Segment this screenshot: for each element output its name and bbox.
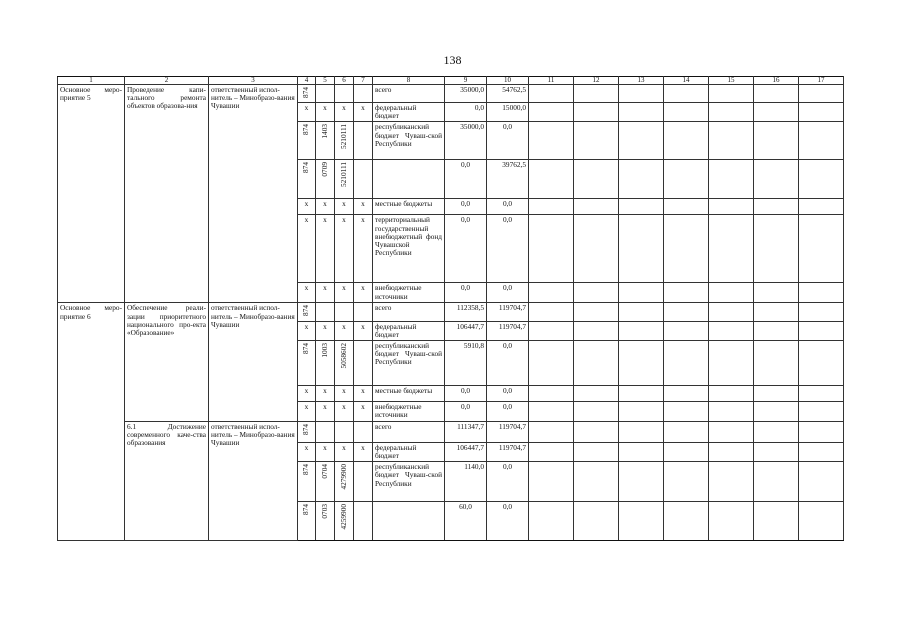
funding-source: федеральный бюджет [373, 321, 445, 340]
funding-source: внебюджетные источники [373, 283, 445, 303]
empty-cell [799, 215, 844, 283]
vr-code: x [354, 103, 373, 122]
csr-code: x [335, 103, 354, 122]
value-cell: 0,0 [445, 199, 487, 215]
grbs-code: x [298, 321, 316, 340]
grbs-code: x [298, 215, 316, 283]
empty-cell [619, 215, 664, 283]
empty-cell [799, 462, 844, 502]
empty-cell [754, 303, 799, 321]
rzpr-code: 0709 [316, 160, 335, 199]
csr-code: x [335, 283, 354, 303]
vr-code [354, 462, 373, 502]
vr-code [354, 502, 373, 541]
empty-cell [709, 103, 754, 122]
rzpr-code: x [316, 385, 335, 401]
grbs-code: x [298, 442, 316, 461]
empty-cell [754, 401, 799, 421]
grbs-code: x [298, 283, 316, 303]
empty-cell [664, 401, 709, 421]
empty-cell [709, 502, 754, 541]
col-header: 13 [619, 77, 664, 85]
grbs-code: 874 [298, 462, 316, 502]
empty-cell [664, 122, 709, 160]
col-header: 14 [664, 77, 709, 85]
empty-cell [574, 103, 619, 122]
empty-cell [619, 160, 664, 199]
empty-cell [754, 85, 799, 103]
empty-cell [754, 340, 799, 385]
value-cell: 60,0 [445, 502, 487, 541]
value-cell: 0,0 [487, 401, 529, 421]
col-header: 8 [373, 77, 445, 85]
csr-code: x [335, 321, 354, 340]
empty-cell [709, 303, 754, 321]
empty-cell [619, 303, 664, 321]
empty-cell [574, 160, 619, 199]
empty-cell [799, 103, 844, 122]
empty-cell [529, 340, 574, 385]
empty-cell [664, 199, 709, 215]
value-cell: 0,0 [445, 103, 487, 122]
empty-cell [754, 122, 799, 160]
empty-cell [709, 442, 754, 461]
value-cell: 106447,7 [445, 321, 487, 340]
funding-source: федеральный бюджет [373, 442, 445, 461]
grbs-code: x [298, 199, 316, 215]
rzpr-code: x [316, 215, 335, 283]
grbs-code: 874 [298, 160, 316, 199]
rzpr-code: x [316, 283, 335, 303]
csr-code: 5210111 [335, 122, 354, 160]
empty-cell [799, 283, 844, 303]
empty-cell [619, 442, 664, 461]
value-cell: 35000,0 [445, 85, 487, 103]
rzpr-code [316, 85, 335, 103]
empty-cell [664, 502, 709, 541]
empty-cell [574, 502, 619, 541]
funding-source: всего [373, 85, 445, 103]
col-header: 10 [487, 77, 529, 85]
value-cell: 119704,7 [487, 321, 529, 340]
empty-cell [709, 85, 754, 103]
empty-cell [799, 401, 844, 421]
empty-cell [529, 199, 574, 215]
empty-cell [574, 215, 619, 283]
rzpr-code: x [316, 321, 335, 340]
empty-cell [619, 103, 664, 122]
empty-cell [799, 85, 844, 103]
empty-cell [709, 401, 754, 421]
empty-cell [529, 122, 574, 160]
col-header: 6 [335, 77, 354, 85]
col-header: 2 [125, 77, 209, 85]
csr-code: x [335, 215, 354, 283]
rzpr-code: 1403 [316, 122, 335, 160]
grbs-code: 874 [298, 303, 316, 321]
value-cell: 106447,7 [445, 442, 487, 461]
value-cell: 0,0 [487, 283, 529, 303]
funding-source [373, 160, 445, 199]
empty-cell [799, 421, 844, 442]
vr-code: x [354, 283, 373, 303]
empty-cell [664, 303, 709, 321]
activity-name: Основное меро-приятие 6 [58, 303, 125, 541]
empty-cell [799, 442, 844, 461]
value-cell: 0,0 [445, 401, 487, 421]
value-cell: 5910,8 [445, 340, 487, 385]
table-row [58, 85, 844, 103]
empty-cell [799, 385, 844, 401]
value-cell: 112358,5 [445, 303, 487, 321]
grbs-code: x [298, 103, 316, 122]
grbs-code: 874 [298, 85, 316, 103]
empty-cell [664, 385, 709, 401]
col-header: 4 [298, 77, 316, 85]
funding-source: республиканский бюджет Чуваш-ской Республики [373, 462, 445, 502]
empty-cell [754, 442, 799, 461]
csr-code: x [335, 199, 354, 215]
rzpr-code: x [316, 103, 335, 122]
funding-source: местные бюджеты [373, 385, 445, 401]
empty-cell [529, 215, 574, 283]
csr-code [335, 85, 354, 103]
empty-cell [574, 199, 619, 215]
empty-cell [664, 85, 709, 103]
grbs-code: x [298, 401, 316, 421]
csr-code: 5210111 [335, 160, 354, 199]
value-cell: 0,0 [487, 385, 529, 401]
rzpr-code: x [316, 199, 335, 215]
empty-cell [529, 160, 574, 199]
value-cell: 0,0 [487, 502, 529, 541]
empty-cell [529, 283, 574, 303]
empty-cell [709, 283, 754, 303]
col-header: 17 [799, 77, 844, 85]
empty-cell [754, 421, 799, 442]
funding-source: федеральный бюджет [373, 103, 445, 122]
csr-code: 5058602 [335, 340, 354, 385]
funding-source: всего [373, 303, 445, 321]
value-cell: 0,0 [487, 122, 529, 160]
funding-source: всего [373, 421, 445, 442]
csr-code [335, 303, 354, 321]
empty-cell [709, 160, 754, 199]
value-cell: 111347,7 [445, 421, 487, 442]
rzpr-code [316, 303, 335, 321]
empty-cell [754, 103, 799, 122]
vr-code: x [354, 199, 373, 215]
funding-source: республиканский бюджет Чуваш-ской Республики [373, 340, 445, 385]
grbs-code: 874 [298, 122, 316, 160]
col-header: 15 [709, 77, 754, 85]
grbs-code: 874 [298, 502, 316, 541]
empty-cell [619, 462, 664, 502]
grbs-code: 874 [298, 340, 316, 385]
empty-cell [619, 340, 664, 385]
empty-cell [529, 462, 574, 502]
empty-cell [754, 283, 799, 303]
funding-source: территориальный государственный внебюджетный фонд Чувашской Республики [373, 215, 445, 283]
grbs-code: 874 [298, 421, 316, 442]
value-cell: 15000,0 [487, 103, 529, 122]
empty-cell [754, 502, 799, 541]
empty-cell [709, 321, 754, 340]
empty-cell [574, 442, 619, 461]
csr-code: 4279900 [335, 462, 354, 502]
vr-code [354, 160, 373, 199]
empty-cell [709, 385, 754, 401]
page-number: 138 [443, 53, 462, 67]
empty-cell [619, 283, 664, 303]
empty-cell [754, 321, 799, 340]
csr-code: x [335, 401, 354, 421]
rzpr-code: x [316, 442, 335, 461]
responsible-executor: ответственный испол-нитель – Минобразо-вания Чувашии [209, 421, 298, 540]
empty-cell [619, 85, 664, 103]
empty-cell [619, 321, 664, 340]
empty-cell [574, 85, 619, 103]
empty-cell [574, 421, 619, 442]
empty-cell [574, 122, 619, 160]
col-header: 7 [354, 77, 373, 85]
empty-cell [574, 321, 619, 340]
col-header: 9 [445, 77, 487, 85]
empty-cell [664, 103, 709, 122]
funding-source: местные бюджеты [373, 199, 445, 215]
empty-cell [754, 160, 799, 199]
rzpr-code: 1003 [316, 340, 335, 385]
budget-table [57, 76, 844, 541]
vr-code [354, 340, 373, 385]
value-cell: 119704,7 [487, 421, 529, 442]
empty-cell [664, 321, 709, 340]
empty-cell [664, 442, 709, 461]
empty-cell [754, 462, 799, 502]
empty-cell [529, 421, 574, 442]
empty-cell [619, 199, 664, 215]
empty-cell [619, 401, 664, 421]
value-cell: 54762,5 [487, 85, 529, 103]
csr-code: x [335, 385, 354, 401]
csr-code: 4259900 [335, 502, 354, 541]
empty-cell [664, 462, 709, 502]
responsible-executor: ответственный испол-нитель – Минобразо-вания Чувашии [209, 85, 298, 303]
empty-cell [709, 199, 754, 215]
empty-cell [664, 215, 709, 283]
activity-description: Проведение капи-тального ремонта объектов образова-ния [125, 85, 209, 303]
rzpr-code: 0704 [316, 462, 335, 502]
col-header: 11 [529, 77, 574, 85]
empty-cell [754, 385, 799, 401]
col-header: 1 [58, 77, 125, 85]
empty-cell [529, 321, 574, 340]
empty-cell [664, 160, 709, 199]
empty-cell [619, 122, 664, 160]
csr-code [335, 421, 354, 442]
empty-cell [754, 215, 799, 283]
empty-cell [529, 502, 574, 541]
value-cell: 0,0 [487, 462, 529, 502]
empty-cell [799, 160, 844, 199]
empty-cell [799, 303, 844, 321]
empty-cell [529, 303, 574, 321]
vr-code [354, 122, 373, 160]
value-cell: 119704,7 [487, 442, 529, 461]
empty-cell [799, 340, 844, 385]
empty-cell [529, 103, 574, 122]
rzpr-code: 0703 [316, 502, 335, 541]
rzpr-code: x [316, 401, 335, 421]
value-cell: 0,0 [445, 283, 487, 303]
empty-cell [754, 199, 799, 215]
empty-cell [574, 283, 619, 303]
activity-description: Обеспечение реали-зации приоритетного национального про-екта «Образование» [125, 303, 209, 421]
empty-cell [619, 421, 664, 442]
empty-cell [799, 502, 844, 541]
vr-code: x [354, 321, 373, 340]
col-header: 5 [316, 77, 335, 85]
empty-cell [574, 385, 619, 401]
empty-cell [574, 303, 619, 321]
empty-cell [529, 85, 574, 103]
empty-cell [574, 340, 619, 385]
empty-cell [709, 340, 754, 385]
empty-cell [619, 502, 664, 541]
table-row [58, 303, 844, 321]
empty-cell [664, 340, 709, 385]
value-cell: 0,0 [487, 199, 529, 215]
value-cell: 0,0 [445, 215, 487, 283]
table-row [58, 421, 844, 442]
csr-code: x [335, 442, 354, 461]
funding-source: республиканский бюджет Чуваш-ской Республики [373, 122, 445, 160]
empty-cell [709, 122, 754, 160]
value-cell: 1140,0 [445, 462, 487, 502]
vr-code: x [354, 215, 373, 283]
activity-name: Основное меро-приятие 5 [58, 85, 125, 303]
vr-code: x [354, 401, 373, 421]
value-cell: 0,0 [445, 160, 487, 199]
vr-code [354, 421, 373, 442]
empty-cell [619, 385, 664, 401]
header-row [58, 77, 844, 85]
empty-cell [574, 462, 619, 502]
vr-code: x [354, 442, 373, 461]
empty-cell [529, 401, 574, 421]
funding-source: внебюджетные источники [373, 401, 445, 421]
empty-cell [799, 122, 844, 160]
empty-cell [574, 401, 619, 421]
col-header: 3 [209, 77, 298, 85]
grbs-code: x [298, 385, 316, 401]
empty-cell [664, 421, 709, 442]
col-header: 12 [574, 77, 619, 85]
rzpr-code [316, 421, 335, 442]
empty-cell [664, 283, 709, 303]
empty-cell [799, 199, 844, 215]
value-cell: 35000,0 [445, 122, 487, 160]
empty-cell [529, 385, 574, 401]
activity-description: 6.1 Достижение современного каче-ства образования [125, 421, 209, 540]
empty-cell [529, 442, 574, 461]
value-cell: 0,0 [487, 340, 529, 385]
vr-code [354, 303, 373, 321]
funding-source [373, 502, 445, 541]
value-cell: 0,0 [445, 385, 487, 401]
col-header: 16 [754, 77, 799, 85]
value-cell: 39762,5 [487, 160, 529, 199]
empty-cell [799, 321, 844, 340]
value-cell: 0,0 [487, 215, 529, 283]
empty-cell [709, 462, 754, 502]
responsible-executor: ответственный испол-нитель – Минобразо-вания Чувашии [209, 303, 298, 421]
empty-cell [709, 421, 754, 442]
vr-code [354, 85, 373, 103]
value-cell: 119704,7 [487, 303, 529, 321]
vr-code: x [354, 385, 373, 401]
empty-cell [709, 215, 754, 283]
